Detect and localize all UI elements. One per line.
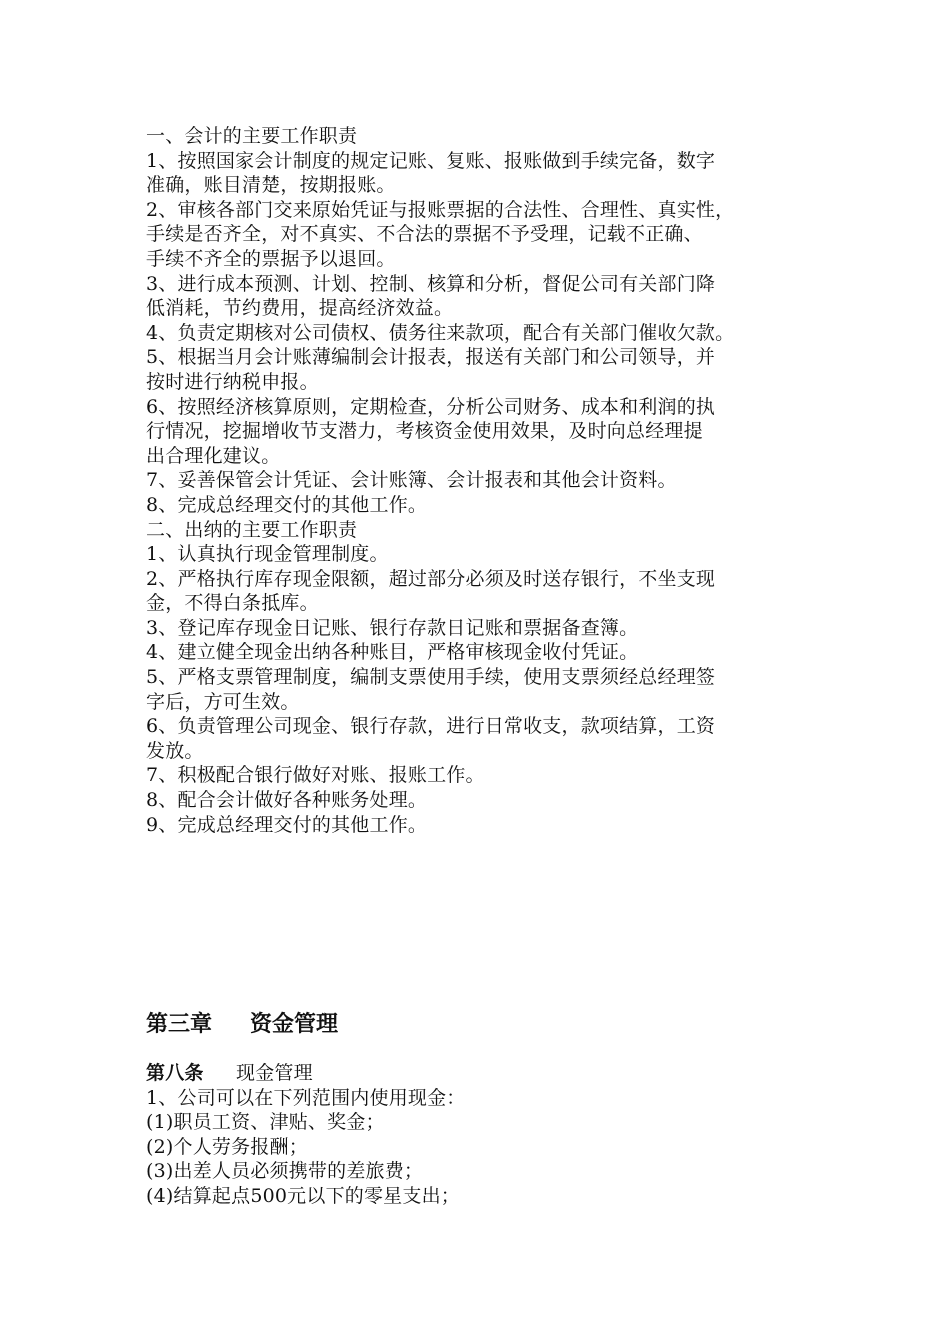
text-line: 手续不齐全的票据予以退回。 — [146, 247, 396, 270]
text-line: 2、严格执行库存现金限额，超过部分必须及时送存银行，不坐支现 — [146, 567, 716, 590]
text-line: 4、建立健全现金出纳各种账目，严格审核现金收付凭证。 — [146, 641, 639, 664]
text-line: 1、公司可以在下列范围内使用现金： — [146, 1086, 466, 1109]
text-line: 7、妥善保管会计凭证、会计账簿、会计报表和其他会计资料。 — [146, 469, 677, 492]
text-line: (3)出差人员必须携带的差旅费； — [146, 1160, 424, 1183]
text-line: 字后，方可生效。 — [146, 690, 300, 713]
text-line: (4)结算起点500元以下的零星支出； — [146, 1184, 460, 1207]
text-line: 低消耗，节约费用，提高经济效益。 — [146, 297, 454, 320]
article-section — [146, 1061, 826, 1209]
text-line: 5、严格支票管理制度，编制支票使用手续，使用支票须经总经理签 — [146, 666, 716, 689]
text-line: 按时进行纳税申报。 — [146, 370, 319, 393]
text-line: 8、完成总经理交付的其他工作。 — [146, 493, 428, 516]
text-line: 6、按照经济核算原则，定期检查，分析公司财务、成本和利润的执 — [146, 395, 716, 418]
text-line: 行情况，挖掘增收节支潜力，考核资金使用效果，及时向总经理提 — [146, 420, 703, 443]
text-line: 2、审核各部门交来原始凭证与报账票据的合法性、合理性、真实性， — [146, 198, 735, 221]
text-line: 5、根据当月会计账薄编制会计报表，报送有关部门和公司领导，并 — [146, 346, 716, 369]
text-line: 4、负责定期核对公司债权、债务往来款项，配合有关部门催收欠款。 — [146, 321, 735, 344]
chapter-title: 资金管理 — [250, 1012, 339, 1037]
text-line: 1、认真执行现金管理制度。 — [146, 543, 389, 566]
article-title: 现金管理 — [236, 1062, 313, 1084]
chapter-number: 第三章 — [146, 1012, 213, 1037]
text-line: (1)职员工资、津贴、奖金； — [146, 1111, 385, 1134]
article-number: 第八条 — [146, 1062, 204, 1084]
text-line: 金，不得白条抵库。 — [146, 592, 319, 615]
article-heading — [146, 1061, 826, 1086]
text-line: 7、积极配合银行做好对账、报账工作。 — [146, 764, 485, 787]
text-line: 9、完成总经理交付的其他工作。 — [146, 813, 428, 836]
text-line: 一、会计的主要工作职责 — [146, 125, 358, 147]
text-line: 1、按照国家会计制度的规定记账、复账、报账做到手续完备，数字 — [146, 149, 716, 172]
chapter-heading — [146, 1010, 338, 1040]
text-line: 准确，账目清楚，按期报账。 — [146, 174, 396, 197]
text-line: 3、进行成本预测、计划、控制、核算和分析，督促公司有关部门降 — [146, 272, 716, 295]
text-line: 手续是否齐全，对不真实、不合法的票据不予受理，记载不正确、 — [146, 223, 703, 246]
text-line: 8、配合会计做好各种账务处理。 — [146, 789, 428, 812]
text-line: 二、出纳的主要工作职责 — [146, 518, 358, 541]
text-line: 3、登记库存现金日记账、银行存款日记账和票据备查簿。 — [146, 616, 639, 639]
text-line: (2)个人劳务报酬； — [146, 1135, 308, 1158]
duties-section — [146, 124, 826, 837]
text-line: 6、负责管理公司现金、银行存款，进行日常收支，款项结算，工资 — [146, 715, 716, 738]
text-line: 出合理化建议。 — [146, 444, 281, 467]
text-line: 发放。 — [146, 739, 204, 762]
